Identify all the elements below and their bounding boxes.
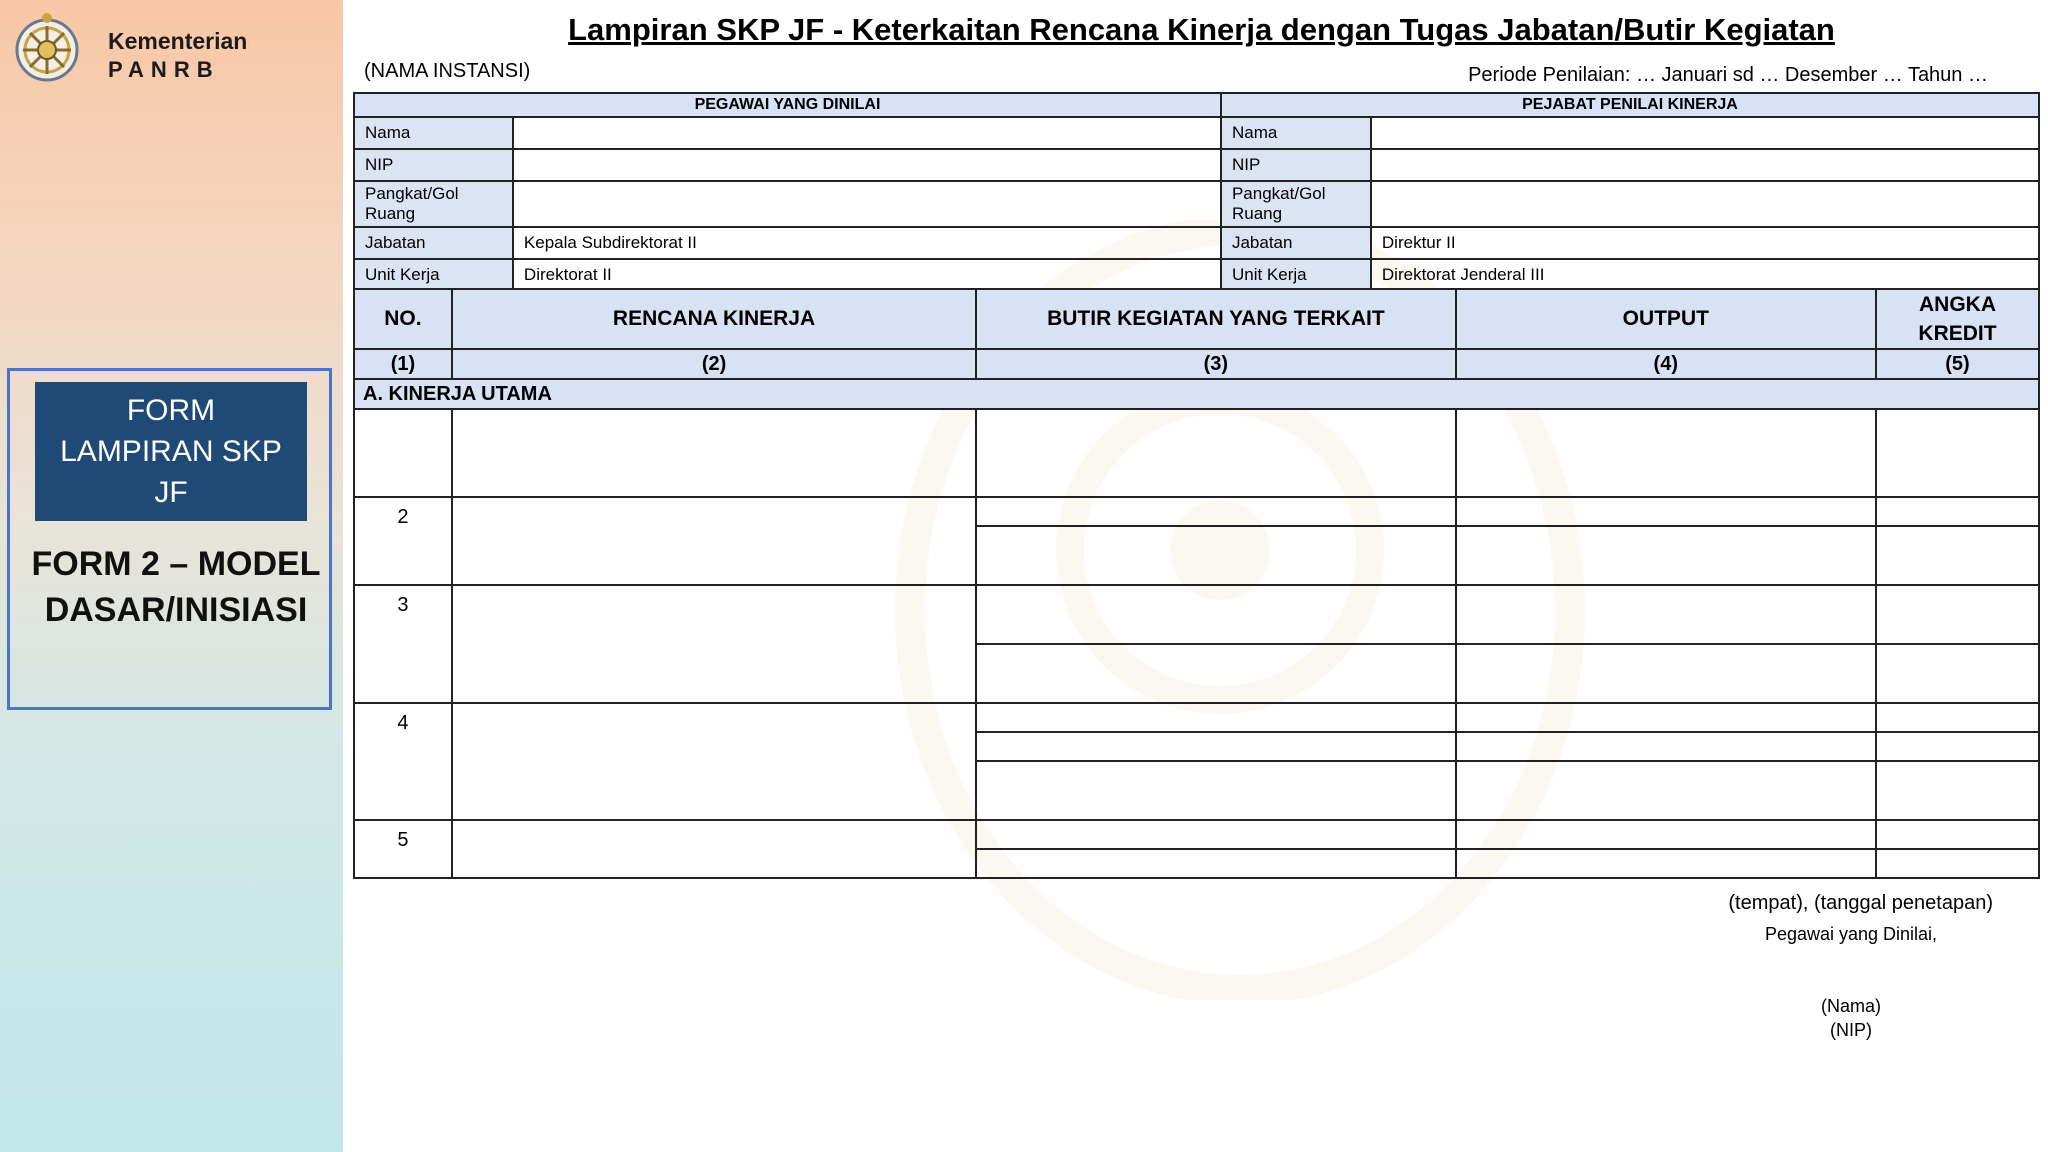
angka-kredit-cell[interactable] bbox=[1876, 820, 2039, 849]
label-nama: Nama bbox=[1221, 117, 1371, 149]
identity-table bbox=[353, 92, 2040, 292]
pegawai-jabatan-field[interactable]: Kepala Subdirektorat II bbox=[513, 227, 1221, 259]
output-cell[interactable] bbox=[1456, 761, 1876, 820]
butir-cell[interactable] bbox=[976, 761, 1455, 820]
pejabat-header: PEJABAT PENILAI KINERJA bbox=[1221, 93, 2039, 117]
angka-kredit-cell[interactable] bbox=[1876, 732, 2039, 761]
pegawai-unit-kerja-field[interactable]: Direktorat II bbox=[513, 259, 1221, 291]
section-kinerja-utama: A. KINERJA UTAMA bbox=[354, 379, 2039, 409]
col-number-4: (4) bbox=[1456, 349, 1876, 379]
pejabat-jabatan-field[interactable]: Direktur II bbox=[1371, 227, 2039, 259]
output-cell[interactable] bbox=[1456, 820, 1876, 849]
brand-line1: Kementerian bbox=[108, 28, 248, 54]
output-cell[interactable] bbox=[1456, 526, 1876, 585]
col-number-2: (2) bbox=[452, 349, 976, 379]
pegawai-pangkat-field[interactable] bbox=[513, 181, 1221, 227]
output-cell[interactable] bbox=[1456, 409, 1876, 497]
signature-role: Pegawai yang Dinilai, bbox=[1764, 924, 1938, 944]
pegawai-header: PEGAWAI YANG DINILAI bbox=[354, 93, 1221, 117]
col-header-no: NO. bbox=[354, 289, 452, 349]
butir-cell[interactable] bbox=[976, 526, 1455, 585]
rencana-cell[interactable] bbox=[452, 497, 976, 585]
angka-kredit-cell[interactable] bbox=[1876, 409, 2039, 497]
label-jabatan: Jabatan bbox=[354, 227, 513, 259]
output-cell[interactable] bbox=[1456, 585, 1876, 644]
brand bbox=[108, 28, 247, 83]
label-jabatan: Jabatan bbox=[1221, 227, 1371, 259]
signature-nip: (NIP) bbox=[1830, 1020, 1872, 1040]
angka-kredit-cell[interactable] bbox=[1876, 585, 2039, 644]
periode-label: Periode Penilaian: … Januari sd … Desember … Tahun … bbox=[1468, 64, 1988, 86]
label-pangkat: Pangkat/Gol Ruang bbox=[1221, 181, 1371, 227]
col-header-output: OUTPUT bbox=[1456, 289, 1876, 349]
angka-kredit-cell[interactable] bbox=[1876, 526, 2039, 585]
row-number: 4 bbox=[354, 703, 452, 820]
angka-kredit-cell[interactable] bbox=[1876, 761, 2039, 820]
label-unit-kerja: Unit Kerja bbox=[354, 259, 513, 291]
form-info-box bbox=[7, 368, 332, 710]
butir-cell[interactable] bbox=[976, 585, 1455, 644]
rencana-cell[interactable] bbox=[452, 703, 976, 820]
signature-name: (Nama) bbox=[1820, 996, 1881, 1016]
angka-kredit-cell[interactable] bbox=[1876, 849, 2039, 878]
row-number: 5 bbox=[354, 820, 452, 878]
col-header-rencana: RENCANA KINERJA bbox=[452, 289, 976, 349]
butir-cell[interactable] bbox=[976, 732, 1455, 761]
col-header-angka-kredit: ANGKA KREDIT bbox=[1876, 289, 2039, 349]
butir-cell[interactable] bbox=[976, 409, 1455, 497]
output-cell[interactable] bbox=[1456, 849, 1876, 878]
label-nama: Nama bbox=[354, 117, 513, 149]
row-number: 3 bbox=[354, 585, 452, 703]
rencana-cell[interactable] bbox=[452, 585, 976, 703]
rencana-cell[interactable] bbox=[452, 409, 976, 497]
pejabat-nama-field[interactable] bbox=[1371, 117, 2039, 149]
panrb-logo-icon bbox=[14, 10, 80, 94]
pegawai-nama-field[interactable] bbox=[513, 117, 1221, 149]
rencana-cell[interactable] bbox=[452, 820, 976, 878]
angka-kredit-cell[interactable] bbox=[1876, 497, 2039, 526]
pejabat-unit-kerja-field[interactable]: Direktorat Jenderal III bbox=[1371, 259, 2039, 291]
butir-cell[interactable] bbox=[976, 703, 1455, 732]
form-model: FORM 2 – MODEL DASAR/INISIASI bbox=[31, 545, 321, 629]
signature-place-date: (tempat), (tanggal penetapan) bbox=[1728, 892, 1993, 914]
butir-cell[interactable] bbox=[976, 497, 1455, 526]
instansi-label: (NAMA INSTANSI) bbox=[364, 60, 531, 82]
col-number-3: (3) bbox=[976, 349, 1455, 379]
row-number bbox=[354, 409, 452, 497]
butir-cell[interactable] bbox=[976, 820, 1455, 849]
page-title: Lampiran SKP JF - Keterkaitan Rencana Kinerja dengan Tugas Jabatan/Butir Kegiatan bbox=[568, 12, 1835, 47]
label-unit-kerja: Unit Kerja bbox=[1221, 259, 1371, 291]
output-cell[interactable] bbox=[1456, 497, 1876, 526]
pegawai-nip-field[interactable] bbox=[513, 149, 1221, 181]
output-cell[interactable] bbox=[1456, 644, 1876, 703]
output-cell[interactable] bbox=[1456, 732, 1876, 761]
col-number-1: (1) bbox=[354, 349, 452, 379]
col-number-5: (5) bbox=[1876, 349, 2039, 379]
output-cell[interactable] bbox=[1456, 703, 1876, 732]
form-tag: FORM LAMPIRAN SKP JF bbox=[35, 382, 307, 521]
pejabat-nip-field[interactable] bbox=[1371, 149, 2039, 181]
angka-kredit-cell[interactable] bbox=[1876, 644, 2039, 703]
butir-cell[interactable] bbox=[976, 849, 1455, 878]
brand-line2: PANRB bbox=[108, 57, 220, 82]
sidebar bbox=[0, 0, 343, 1152]
pejabat-pangkat-field[interactable] bbox=[1371, 181, 2039, 227]
label-nip: NIP bbox=[1221, 149, 1371, 181]
col-header-butir: BUTIR KEGIATAN YANG TERKAIT bbox=[976, 289, 1455, 349]
butir-cell[interactable] bbox=[976, 644, 1455, 703]
row-number: 2 bbox=[354, 497, 452, 585]
label-pangkat: Pangkat/Gol Ruang bbox=[354, 181, 513, 227]
angka-kredit-cell[interactable] bbox=[1876, 703, 2039, 732]
label-nip: NIP bbox=[354, 149, 513, 181]
kinerja-table bbox=[353, 288, 2040, 879]
